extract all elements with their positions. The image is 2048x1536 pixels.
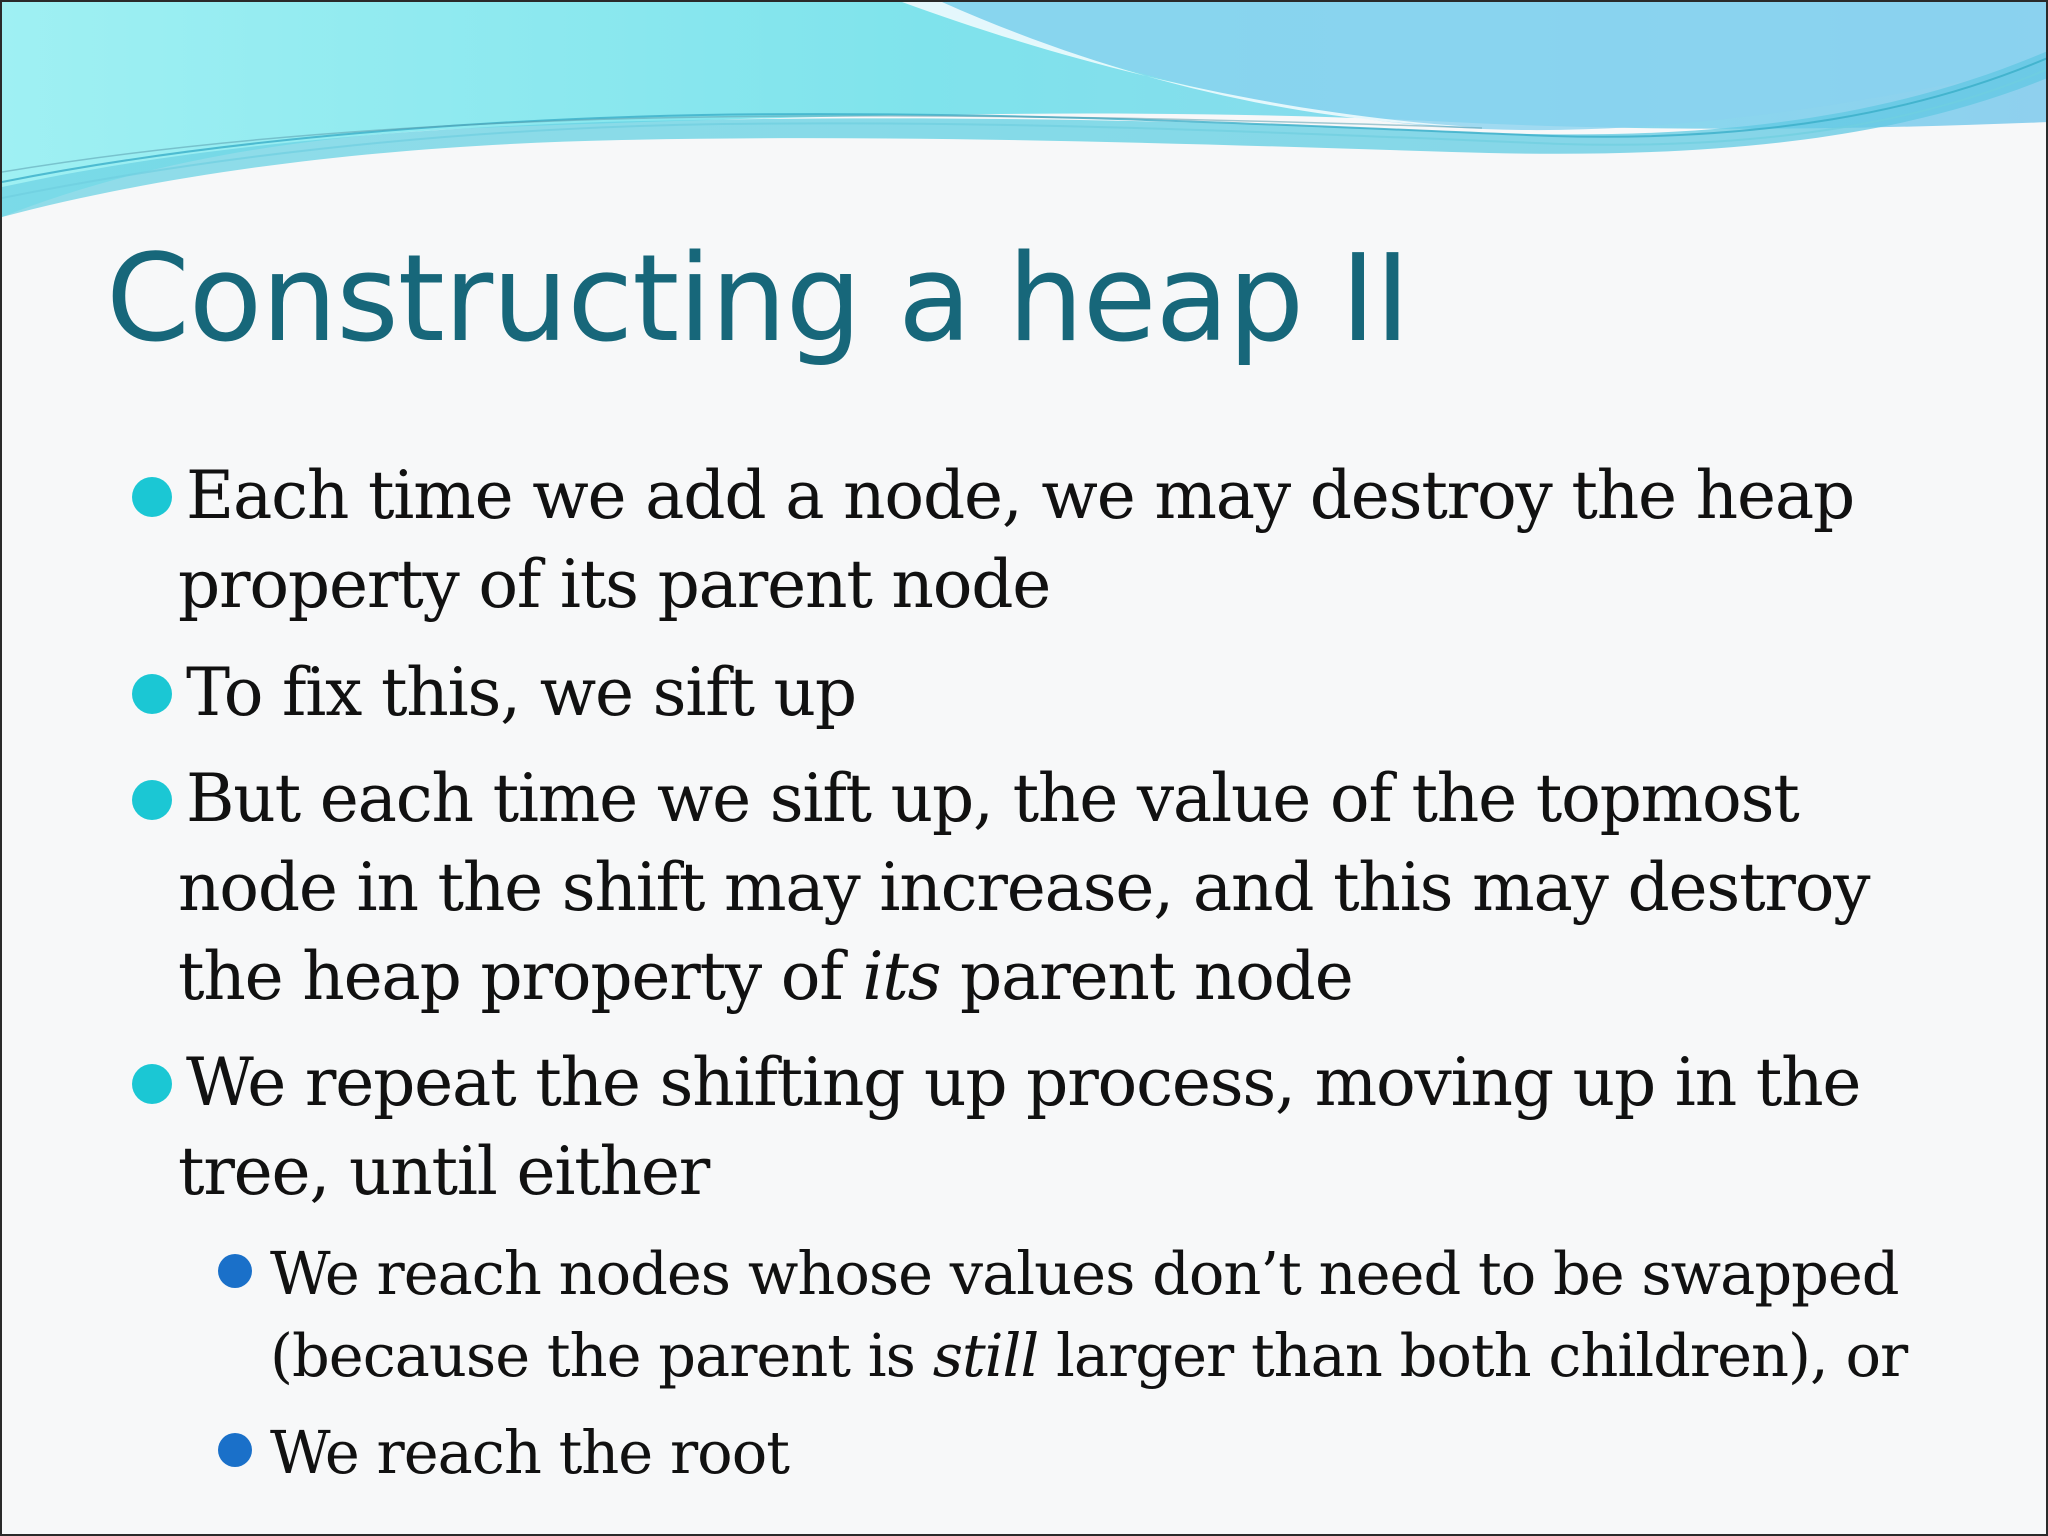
bullet-line [270,1321,1907,1390]
sub-bullet-item [270,1412,789,1494]
bullet-text: larger than both children), or [1038,1321,1908,1390]
bullet-line: property of its parent node [178,546,1051,623]
bullet-list [2,2,2048,1536]
bullet-emphasis: its [862,938,941,1015]
bullet-item [178,754,1870,1021]
bullet-line: Each time we add a node, we may destroy the heap [186,457,1855,534]
bullet-dot-icon [132,1064,172,1104]
sub-bullet-dot-icon [218,1254,252,1288]
bullet-dot-icon [132,477,172,517]
bullet-line: node in the shift may increase, and this may destroy [178,849,1870,926]
bullet-text: (because the parent is [270,1321,933,1390]
bullet-emphasis: still [932,1321,1039,1390]
bullet-line: tree, until either [178,1133,710,1210]
bullet-text: the heap property of [178,938,863,1015]
bullet-text: parent node [940,938,1353,1015]
bullet-dot-icon [132,780,172,820]
sub-bullet-item [270,1233,1907,1397]
bullet-line [178,932,1353,1021]
bullet-dot-icon [132,674,172,714]
slide-title: Constructing a heap II [106,230,1410,369]
bullet-item [178,451,1855,629]
bullet-line: But each time we sift up, the value of the topmost [186,760,1799,837]
bullet-line: We reach nodes whose values don’t need to be swapped [270,1239,1899,1308]
bullet-item [186,648,856,737]
sub-bullet-dot-icon [218,1433,252,1467]
bullet-item [178,1038,1861,1216]
bullet-line: We reach the root [270,1418,789,1487]
bullet-line: To fix this, we sift up [186,654,856,731]
bullet-line: We repeat the shifting up process, moving up in the [186,1044,1861,1121]
